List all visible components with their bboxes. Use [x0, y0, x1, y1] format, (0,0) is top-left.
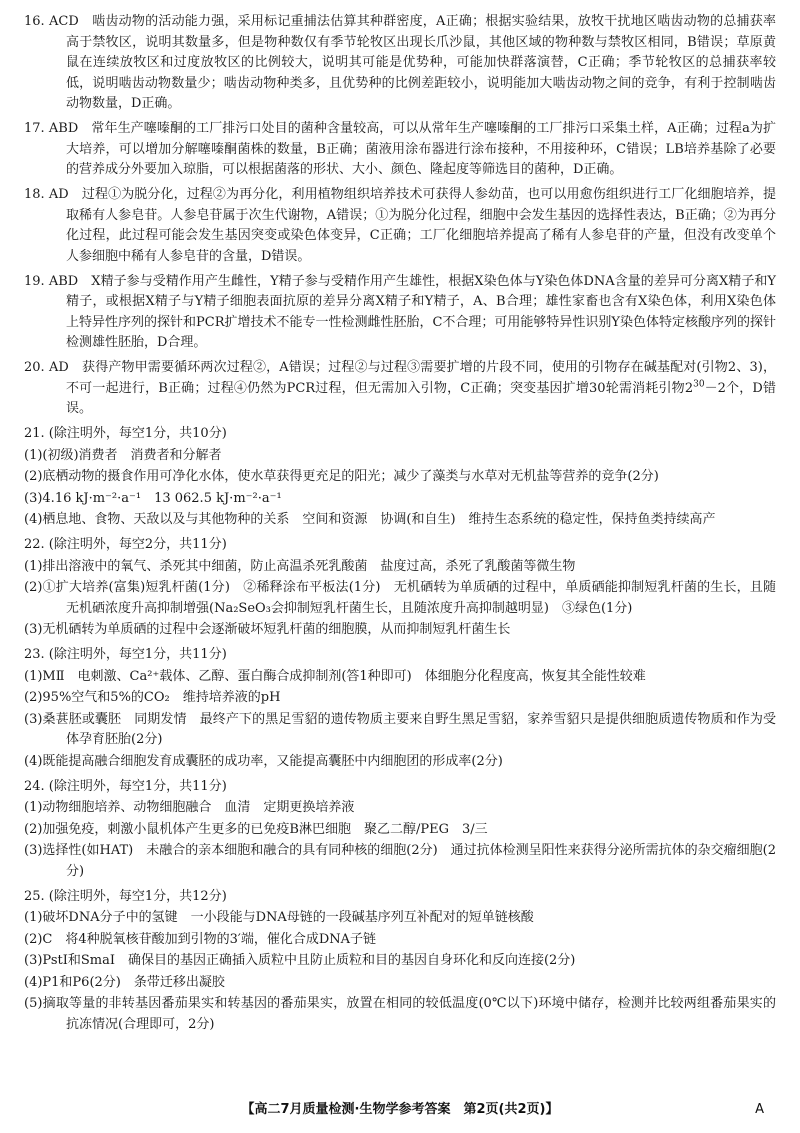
- answer-21-part-3: (3)4.16 kJ·m⁻²·a⁻¹ 13 062.5 kJ·m⁻²·a⁻¹: [24, 490, 282, 506]
- answer-21-part-1: (1)(初级)消费者 消费者和分解者: [24, 447, 222, 463]
- answer-16-text: 16. ACD 啮齿动物的活动能力强，采用标记重捕法估算其种群密度，A正确；根据实验结果，放牧干扰地区啮齿动物的总捕获率高于禁牧区，说明其数量多，但是物种数仅有季节轮牧区出现长爪沙鼠，其他区域的物种数与禁牧区相同，B错误；草原黄鼠在连续放牧区和过度放牧区的比例较大，说明其可能是优势种，可能加快群落演替，C正确；季节轮牧区的总捕获率较低，说明啮齿动物数量少；啮齿动物种类多，且优势种的比例差距较小，说明能加大啮齿动物之间的竞争，有利于控制啮齿动物数量，D正确。: [24, 14, 776, 111]
- answer-25-heading: 25. (除注明外，每空1分，共12分): [24, 888, 227, 904]
- answer-16: [24, 12, 776, 115]
- answer-24-part-3: (3)选择性(如HAT) 未融合的亲本细胞和融合的具有同种核的细胞(2分) 通过抗体检测呈阳性来获得分泌所需抗体的杂交瘤细胞(2分): [24, 843, 777, 879]
- answer-22-part-2: (2)①扩大培养(富集)短乳杆菌(1分) ②稀释涂布平板法(1分) 无机硒转为单质硒的过程中，单质硒能抑制短乳杆菌的生长，且随无机硒浓度升高抑制增强(Na₂SeO₃会抑制短乳杆菌生长，且随浓度升高抑制越明显) ③绿色(1分): [24, 580, 776, 616]
- answer-23-part-3: (3)桑葚胚或囊胚 同期发情 最终产下的黑足雪貂的遗传物质主要来自野生黑足雪貂，家养雪貂只是提供细胞质遗传物质和作为受体孕育胚胎(2分): [24, 711, 776, 747]
- answer-22-heading: 22. (除注明外，每空2分，共11分): [24, 537, 227, 552]
- answer-24-part-1: (1)动物细胞培养、动物细胞融合 血清 定期更换培养液: [24, 800, 355, 815]
- answer-25-part-4: (4)P1和P6(2分) 条带迁移出凝胶: [24, 974, 225, 990]
- answer-23-part-2: (2)95%空气和5%的CO₂ 维持培养液的pH: [24, 690, 281, 705]
- answer-23-heading: 23. (除注明外，每空1分，共11分): [24, 647, 227, 662]
- answer-18: [24, 185, 776, 267]
- answer-25-part-1: (1)破坏DNA分子中的氢键 一小段能与DNA母链的一段碱基序列互补配对的短单链核酸: [24, 910, 534, 925]
- answer-18-text: 18. AD 过程①为脱分化，过程②为再分化，利用植物组织培养技术可获得人参幼苗，也可以用愈伤组织进行工厂化细胞培养，提取稀有人参皂苷。人参皂苷属于次生代谢物，A错误；①为脱分化过程，细胞中会发生基因的选择性表达，B正确；②为再分化过程，此过程可能会发生基因突变或染色体变异，C正确；工厂化细胞培养提高了稀有人参皂苷的产量，但没有改变单个人参细胞中稀有人参皂苷的含量，D错误。: [24, 187, 776, 264]
- answer-content: [24, 12, 776, 1040]
- page-footer: [0, 1100, 800, 1122]
- answer-24-heading: 24. (除注明外，每空1分，共11分): [24, 778, 227, 794]
- answer-25-part-2: (2)C 将4种脱氧核苷酸加到引物的3′端，催化合成DNA子链: [24, 931, 377, 947]
- answer-20-exponent: 30: [693, 379, 705, 390]
- answer-19-text: 19. ABD X精子参与受精作用产生雌性，Y精子参与受精作用产生雄性，根据X染色体与Y染色体DNA含量的差异可分离X精子和Y精子，或根据X精子与Y精子细胞表面抗原的差异分离X精子和Y精子，A、B合理；雄性家畜也含有X染色体，利用X染色体上特异性序列的探针和PCR扩增技术不能专一性检测雌性胚胎，C不合理；可用能够特异性识别Y染色体特定核酸序列的探针检测雄性胚胎，D合理。: [24, 273, 777, 350]
- footer-title: 【高二7月质量检测·生物学参考答案 第2页(共2页)】: [241, 1102, 559, 1117]
- answer-21: [24, 424, 776, 531]
- answer-21-heading: 21. (除注明外，每空1分，共10分): [24, 426, 227, 441]
- answer-21-part-2: (2)底栖动物的摄食作用可净化水体，使水草获得更充足的阳光；减少了藻类与水草对无机盐等营养的竞争(2分): [24, 469, 659, 484]
- answer-23: [24, 645, 776, 772]
- answer-25-part-5: (5)摘取等量的非转基因番茄果实和转基因的番茄果实，放置在相同的较低温度(0℃以下)环境中储存，检测并比较两组番茄果实的抗冻情况(合理即可，2分): [24, 996, 776, 1032]
- answer-25-part-3: (3)PstⅠ和SmaⅠ 确保目的基因正确插入质粒中且防止质粒和目的基因自身环化和反向连接(2分): [24, 953, 576, 968]
- paper-version-mark: A: [755, 1102, 764, 1117]
- answer-20-text-a: 20. AD 获得产物甲需要循环两次过程②，A错误；过程②与过程③需要扩增的片段不同，使用的引物存在碱基配对(引物2、3)，不可一起进行，B正确；过程④仍然为PCR过程，但无需加入引物，C正确；突变基因扩增30轮需消耗引物2: [24, 360, 776, 396]
- answer-20: [24, 358, 776, 420]
- answer-22: [24, 535, 776, 641]
- answer-17: [24, 119, 776, 181]
- answer-19: [24, 272, 776, 354]
- answer-17-text: 17. ABD 常年生产噻嗪酮的工厂排污口处目的菌种含量较高，可以从常年生产噻嗪酮的工厂排污口采集土样，A正确；过程a为扩大培养，可以增加分解噻嗪酮菌株的数量，B正确；菌液用涂布器进行涂布接种，不用接种环，C错误；LB培养基除了必要的营养成分外要加入琼脂，可以根据菌落的形状、大小、颜色、隆起度等筛选目的菌种，D正确。: [24, 121, 776, 177]
- answer-22-part-1: (1)排出溶液中的氧气、杀死其中细菌，防止高温杀死乳酸菌 盐度过高，杀死了乳酸菌等微生物: [24, 558, 576, 574]
- answer-24-part-2: (2)加强免疫，刺激小鼠机体产生更多的已免疫B淋巴细胞 聚乙二醇/PEG 3/三: [24, 821, 488, 837]
- answer-20-text-b: －2个，D错误。: [66, 380, 776, 416]
- answer-22-part-3: (3)无机硒转为单质硒的过程中会逐渐破坏短乳杆菌的细胞膜，从而抑制短乳杆菌生长: [24, 622, 511, 637]
- answer-25: [24, 887, 776, 1036]
- answer-24: [24, 777, 776, 883]
- answer-23-part-4: (4)既能提高融合细胞发育成囊胚的成功率，又能提高囊胚中内细胞团的形成率(2分): [24, 753, 503, 769]
- answer-23-part-1: (1)MⅡ 电刺激、Ca²⁺载体、乙醇、蛋白酶合成抑制剂(答1种即可) 体细胞分化程度高，恢复其全能性较难: [24, 668, 646, 684]
- answer-21-part-4: (4)栖息地、食物、天敌以及与其他物种的关系 空间和资源 协调(和自生) 维持生态系统的稳定性，保持鱼类持续高产: [24, 512, 716, 527]
